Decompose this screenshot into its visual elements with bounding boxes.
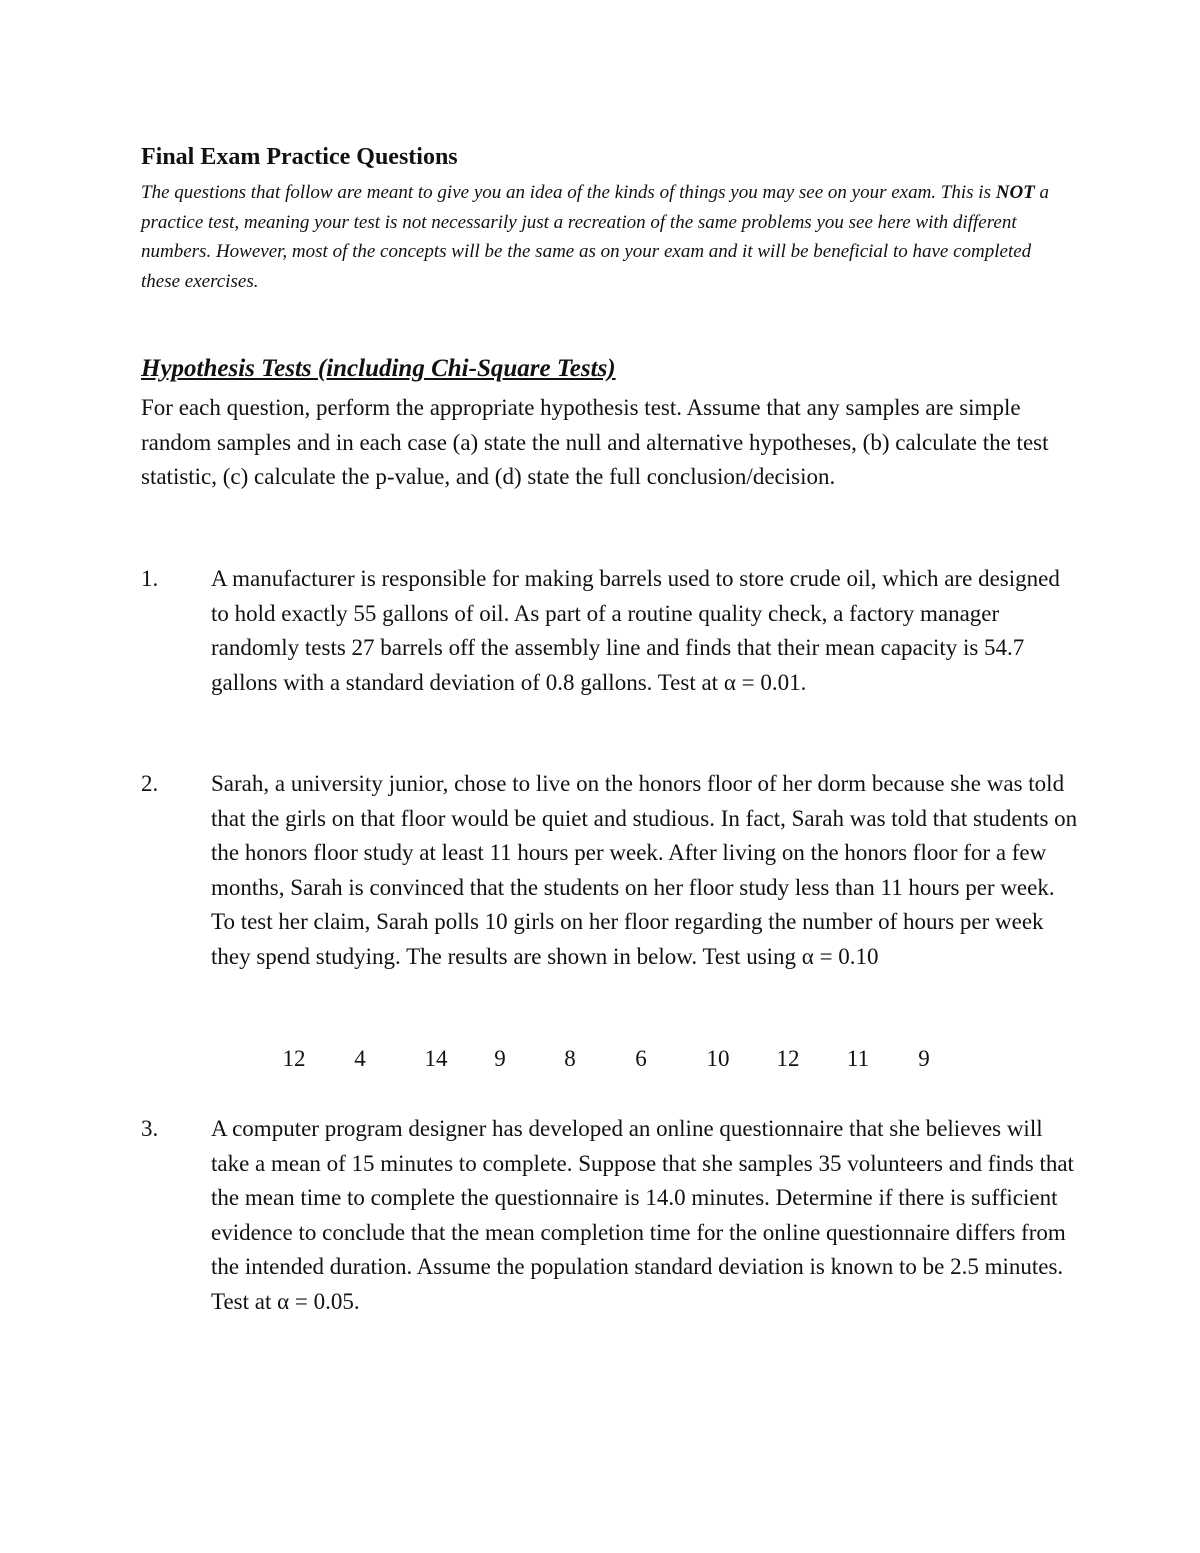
data-value: 10: [706, 1046, 730, 1071]
section-instructions: For each question, perform the appropriate hypothesis test. Assume that any samples are simple random samples and in each case (a) state the null and alternative hypotheses, (b) calculate the test statistic, (c) calculate the p-value, and (d) state the full conclusion/decision.: [141, 395, 1049, 489]
data-value: 4: [354, 1046, 366, 1071]
question-1: [141, 562, 1081, 700]
page-title: Final Exam Practice Questions: [141, 144, 458, 170]
question-text: A manufacturer is responsible for making barrels used to store crude oil, which are designed to hold exactly 55 gallons of oil. As part of a routine quality check, a factory manager randomly tests 27 barrels off the assembly line and finds that their mean capacity is 54.7 gallons with a standard deviation of 0.8 gallons. Test at α = 0.01.: [211, 566, 1060, 695]
section-heading: Hypothesis Tests (including Chi-Square Tests): [141, 355, 616, 382]
data-value: 12: [776, 1046, 800, 1071]
data-value: 9: [918, 1046, 930, 1071]
data-value: 9: [494, 1046, 506, 1071]
data-value: 8: [564, 1046, 576, 1071]
question-number: 3.: [141, 1116, 159, 1141]
study-hours-data-row: [141, 1042, 1041, 1076]
question-number: 2.: [141, 771, 159, 796]
intro-emphasis: NOT: [995, 182, 1035, 203]
question-2: [141, 767, 1081, 974]
data-value: 12: [282, 1046, 306, 1071]
intro-text-part2: a practice test, meaning your test is not necessarily just a recreation of the same problems you see here with different numbers. However, most of the concepts will be the same as on your exam and it will be beneficial to have completed these exercises.: [141, 182, 1050, 292]
question-text: A computer program designer has developed an online questionnaire that she believes will take a mean of 15 minutes to complete. Suppose that she samples 35 volunteers and finds that the mean time to complete the questionnaire is 14.0 minutes. Determine if there is sufficient evidence to conclude that the mean completion time for the online questionnaire differs from the intended duration. Assume the population standard deviation is known to be 2.5 minutes. Test at α = 0.05.: [211, 1116, 1074, 1314]
data-value: 6: [635, 1046, 647, 1071]
intro-paragraph: [141, 178, 1071, 296]
data-value: 14: [424, 1046, 448, 1071]
question-text: Sarah, a university junior, chose to live on the honors floor of her dorm because she was told that the girls on that floor would be quiet and studious. In fact, Sarah was told that students on the honors floor study at least 11 hours per week. After living on the honors floor for a few months, Sarah is convinced that the students on her floor study less than 11 hours per week. To test her claim, Sarah polls 10 girls on her floor regarding the number of hours per week they spend studying. The results are shown in below. Test using α = 0.10: [211, 771, 1078, 969]
question-3: [141, 1112, 1081, 1319]
intro-text-part1: The questions that follow are meant to give you an idea of the kinds of things you may see on your exam. This is: [141, 182, 996, 203]
data-value: 11: [846, 1046, 870, 1071]
question-number: 1.: [141, 566, 159, 591]
